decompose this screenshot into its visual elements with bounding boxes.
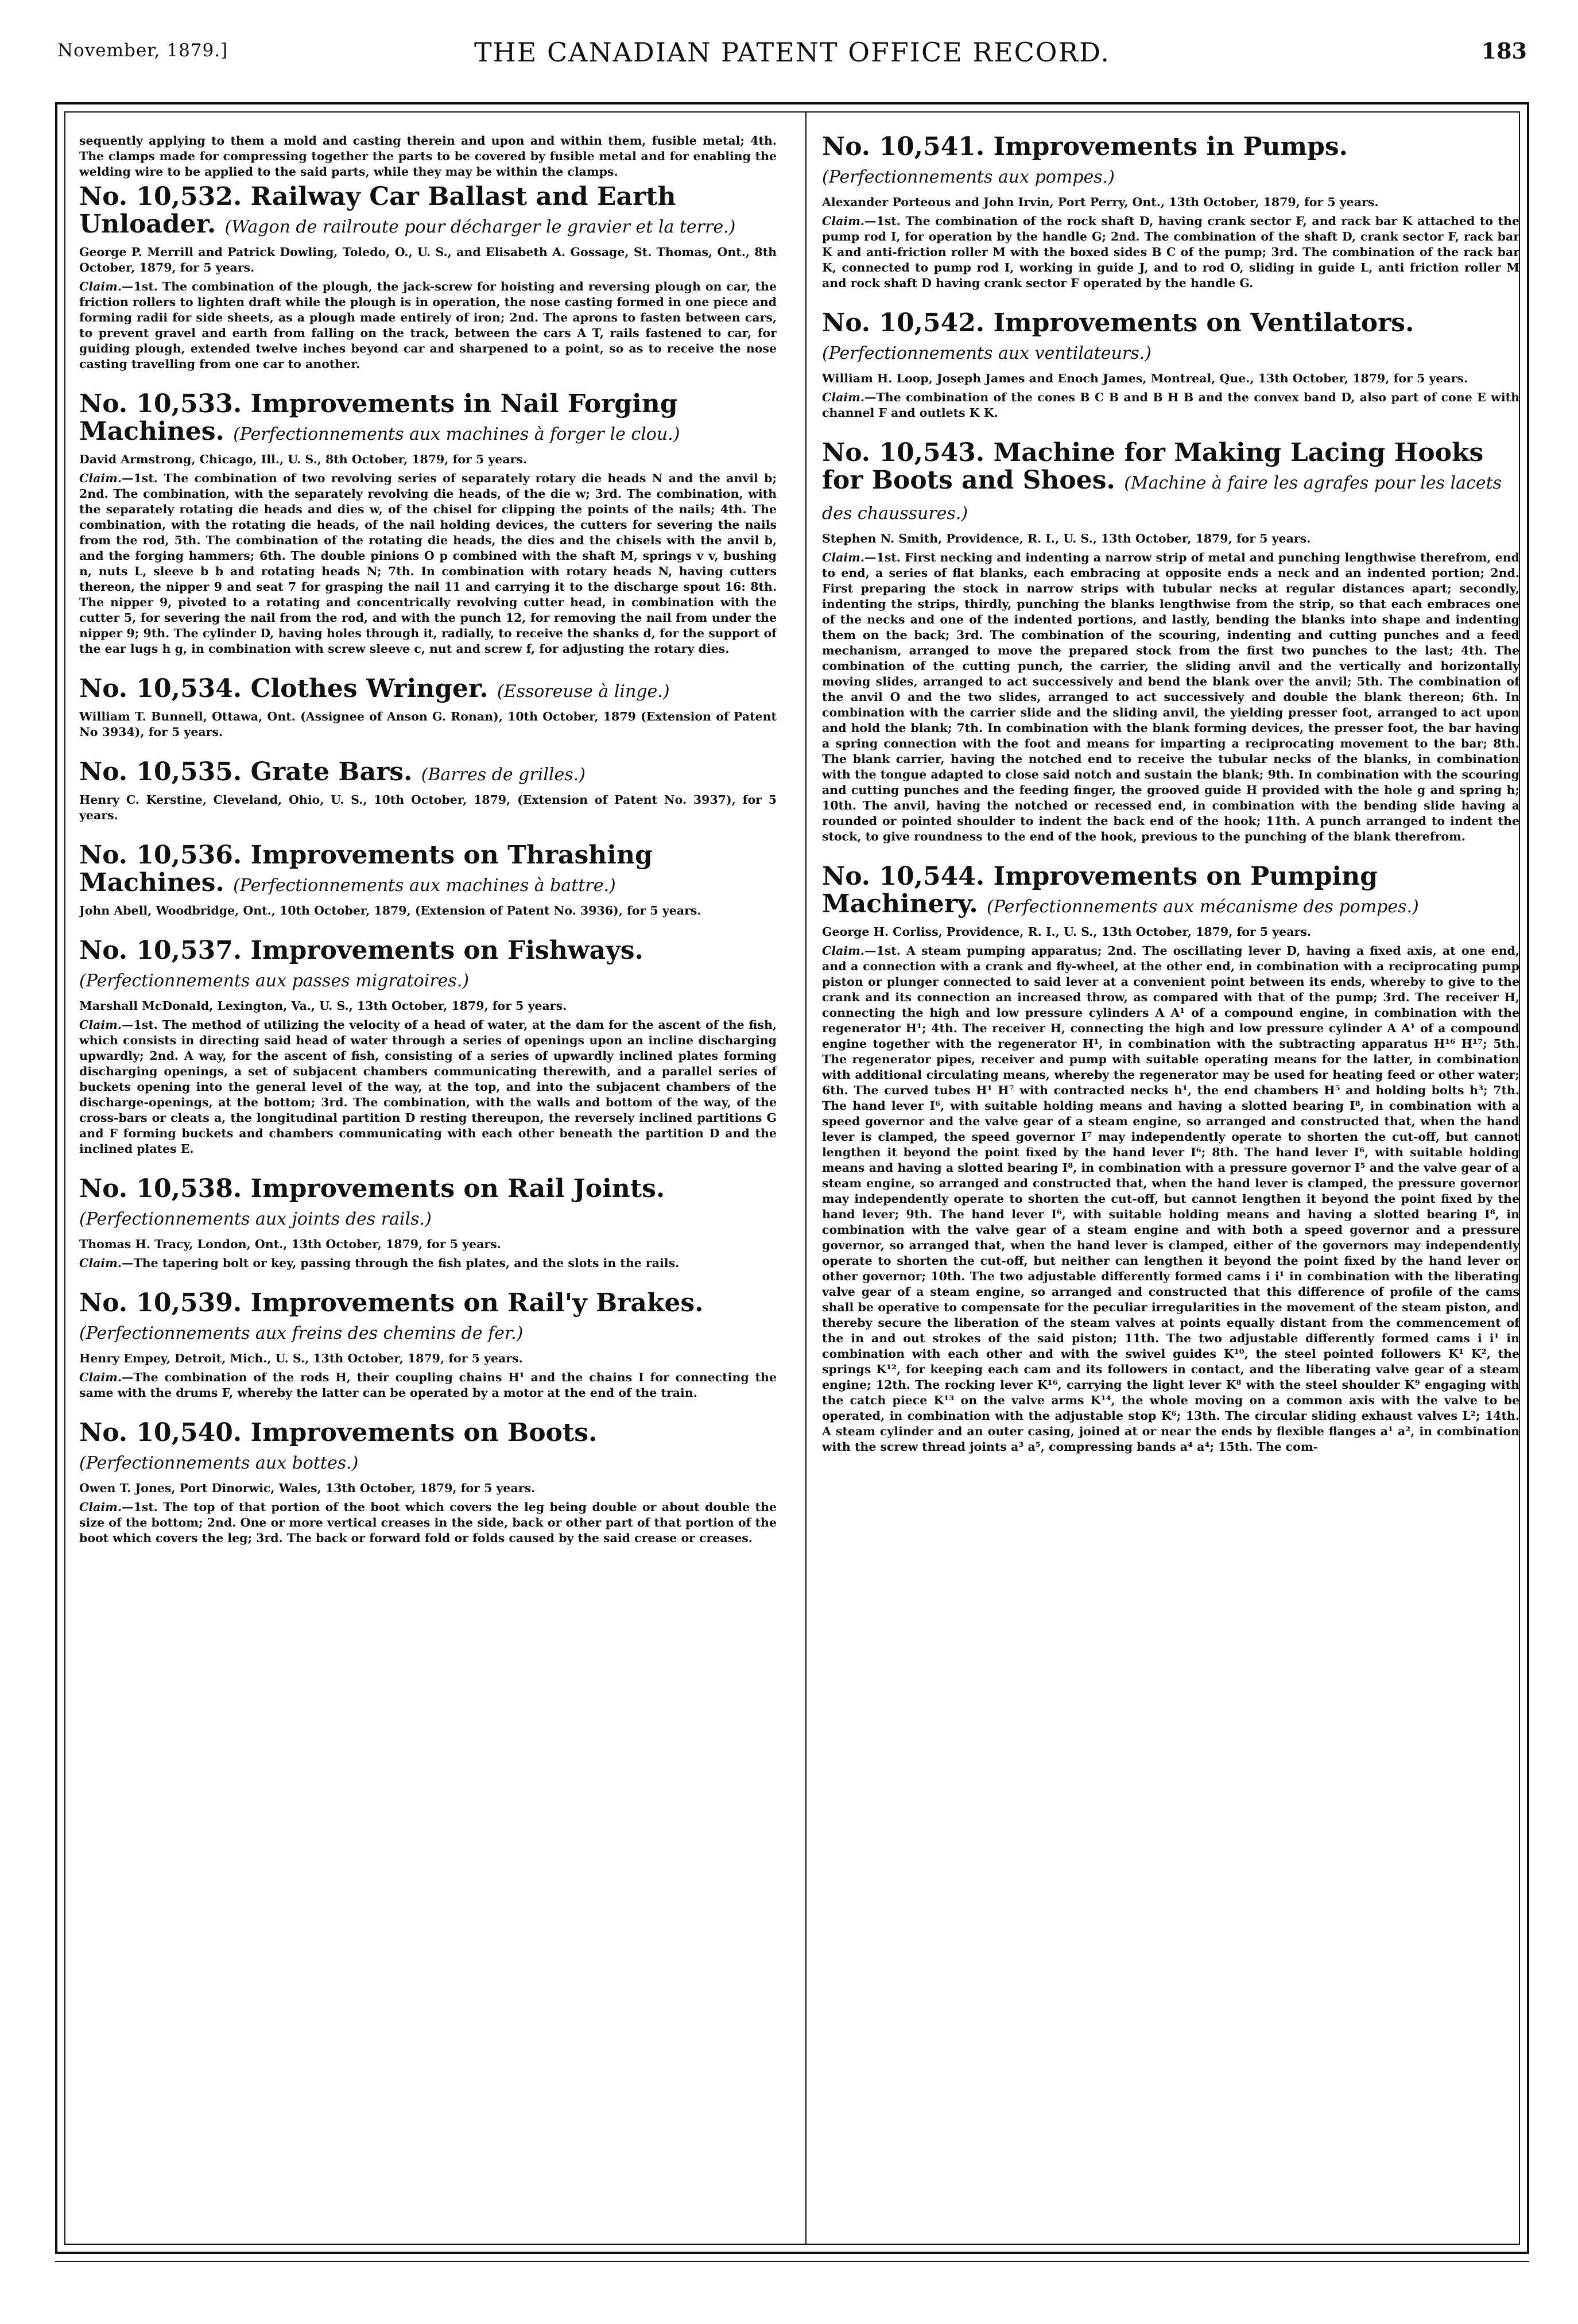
continuation-text: sequently applying to them a mold and casting therein and upon and within them, fusible metal; 4th. The clamps made for compressing together the parts to be covered by fusible metal and for enabling the welding wire to be applied to the said parts, while they may be within the clamps. (79, 134, 777, 179)
patent-entry (79, 937, 777, 1157)
patent-french-title: (Perfectionnements aux ventilateurs.) (822, 343, 1151, 363)
patent-applicant: William H. Loop, Joseph James and Enoch James, Montreal, Que., 13th October, 1879, for 5 years. (822, 371, 1468, 385)
patent-heading (79, 1289, 777, 1347)
patent-heading (822, 309, 1519, 367)
patent-french-title: (Essoreuse à linge.) (497, 681, 670, 702)
patent-claim (79, 1256, 777, 1271)
patent-claim (79, 1370, 777, 1401)
patent-entry (79, 183, 777, 372)
patent-heading (79, 842, 777, 900)
page-number: 183 (1481, 38, 1527, 64)
patent-claim (79, 471, 777, 657)
patent-heading (822, 133, 1519, 191)
patent-number: No. 10,541. (822, 133, 985, 161)
patent-number: No. 10,533. (79, 389, 242, 419)
patent-title: Improvements on Fishways. (250, 936, 643, 965)
claim-text: —1st. The combination of the rock shaft D, having crank sector F, and rack bar K attached to the pump rod I, for operation by the handle G; 2nd. The combination of the shaft D, crank sector F, rack bar K and anti-friction roller M with the boxed sides B C of the pump; 3rd. The combination of the rack bar K, connected to pump rod I, working in guide J, and to rod O, sliding in guide L, anti friction roller M and rock shaft D having crank sector F operated by the handle G. (822, 214, 1519, 290)
patent-title: Improvements in Nail Forging Machines. (79, 389, 678, 446)
patent-french-title: (Machine à faire les agrafes pour les lacets des chaussures.) (822, 473, 1502, 524)
patent-entry (79, 1419, 777, 1546)
patent-title: Improvements on Rail'y Brakes. (250, 1288, 704, 1318)
patent-title: Improvements on Boots. (250, 1418, 598, 1447)
patent-number: No. 10,539. (79, 1288, 242, 1318)
claim-label: Claim. (79, 280, 122, 293)
left-column (79, 133, 777, 1564)
patent-applicant: George H. Corliss, Providence, R. I., U. S., 13th October, 1879, for 5 years. (822, 925, 1311, 939)
patent-entry (822, 863, 1519, 1455)
claim-label: Claim. (79, 1256, 122, 1270)
patent-heading (79, 937, 777, 995)
patent-applicant: Marshall McDonald, Lexington, Va., U. S., 13th October, 1879, for 5 years. (79, 999, 567, 1013)
patent-heading (79, 1419, 777, 1477)
patent-applicant: David Armstrong, Chicago, Ill., U. S., 8th October, 1879, for 5 years. (79, 452, 528, 466)
patent-french-title: (Perfectionnements aux bottes.) (79, 1453, 359, 1473)
patent-entry (79, 1175, 777, 1271)
patent-entry (79, 842, 777, 919)
patent-french-title: (Perfectionnements aux joints des rails.) (79, 1209, 432, 1229)
patent-title: Grate Bars. (250, 757, 413, 787)
patent-applicant: Thomas H. Tracy, London, Ont., 13th October, 1879, for 5 years. (79, 1237, 501, 1251)
patent-number: No. 10,537. (79, 936, 242, 965)
patent-title: Improvements on Rail Joints. (250, 1174, 665, 1203)
patent-number: No. 10,543. (822, 438, 985, 467)
patent-title: Improvements on Ventilators. (993, 308, 1414, 338)
claim-text: —The combination of the cones B C B and B H B and the convex band D, also part of cone E with channel F and outlets K K. (822, 390, 1519, 420)
patent-entry (822, 133, 1519, 291)
claim-text: —1st. The top of that portion of the boot which covers the leg being double or about double the size of the bottom; 2nd. One or more vertical creases in the side, back or other part of that portion of the boot which covers the leg; 3rd. The back or forward fold or folds caused by the said crease or creases. (79, 1500, 777, 1545)
column-divider (805, 113, 807, 2244)
patent-claim (79, 1500, 777, 1546)
patent-claim (79, 279, 777, 372)
patent-french-title: (Perfectionnements aux mécanisme des pompes.) (987, 897, 1419, 917)
claim-text: —1st. The combination of the plough, the jack-screw for hoisting and reversing plough on car, the friction rollers to lighten draft while the plough is in operation, the nose casting formed in one piece and forming radii for side sheets, as a plough made entirely of iron; 2nd. The aprons to fasten between cars, to prevent gravel and earth from falling on the track, between the cars A T, rails fastened to car, for guiding plough, extended twelve inches beyond car and sharpened to a point, so as to receive the nose casting travelling from one car to another. (79, 280, 777, 371)
patent-applicant: John Abell, Woodbridge, Ont., 10th October, 1879, (Extension of Patent No. 3936), for 5 years. (79, 904, 701, 917)
patent-title: Machine for Making Lacing Hooks for Boots and Shoes. (822, 438, 1484, 495)
patent-claim (822, 214, 1519, 291)
patent-french-title: (Perfectionnements aux pompes.) (822, 167, 1115, 187)
patent-entry (79, 1289, 777, 1401)
header-date: November, 1879.] (57, 40, 228, 61)
claim-label: Claim. (79, 471, 122, 485)
right-entries (822, 133, 1519, 1455)
patent-heading (79, 390, 777, 448)
patent-heading (822, 863, 1519, 921)
patent-title: Railway Car Ballast and Earth Unloader. (79, 182, 676, 239)
claim-text: —The tapering bolt or key, passing through the fish plates, and the slots in the rails. (122, 1256, 680, 1270)
claim-text: —1st. The method of utilizing the velocity of a head of water, at the dam for the ascent of the fish, which consists in directing said head of water through a series of openings upon an incline discharging upwardly; 2nd. A way, for the ascent of fish, consisting of a series of upwardly inclined plates forming discharging openings, a set of subjacent chambers communicating therewith, and a parallel series of buckets opening into the general level of the way, at the top, and into the subjacent chambers of the discharge-openings, at the bottom; 3rd. The combination, with the walls and bottom of the way, of the cross-bars or cleats a, the longitudinal partition D resting thereupon, the reversely inclined partitions G and F forming buckets and chambers communicating with each other beneath the partition D and the inclined plates E. (79, 1018, 777, 1156)
patent-entry (822, 309, 1519, 421)
claim-label: Claim. (79, 1500, 122, 1514)
patent-applicant: William T. Bunnell, Ottawa, Ont. (Assignee of Anson G. Ronan), 10th October, 1879 (Extension of Patent No 3934), for 5 years. (79, 710, 777, 739)
claim-text: —The combination of the rods H, their coupling chains H¹ and the chains I for connecting the same with the drums F, whereby the latter can be operated by a motor at the end of the train. (79, 1370, 777, 1400)
claim-text: —1st. The combination of two revolving series of separately rotary die heads N and the anvil b; 2nd. The combination, with the separately revolving die heads, of the die w; 3rd. The combination, with the separately rotating die heads and dies w, of the chisel for clipping the points of the nails; 4th. The combination, with the rotating die heads, of the nail holding devices, the cutters for severing the nails from the rod, 5th. The combination of the rotating die heads, the dies and the chisels with the anvil b, and the forging hammers; 6th. The double pinions O p combined with the shaft M, springs v v, bushing n, nuts L, sleeve b b and rotating heads N; 7th. In combination with rotary heads N, having cutters thereon, the nipper 9 and seat 7 for grasping the nail 11 and carrying it to the discharge spout 16: 8th. The nipper 9, pivoted to a rotating and concentrically revolving cutter head, in combination with the cutter 5, for severing the nail from the rod, and with the punch 12, for removing the nail from under the nipper 9; 9th. The cylinder D, having holes through it, radially, to receive the shanks d, for the support of the ear lugs h g, in combination with screw sleeve c, nut and screw f, for adjusting the rotary dies. (79, 471, 777, 656)
patent-number: No. 10,540. (79, 1418, 242, 1447)
patent-entry (822, 439, 1519, 845)
patent-heading (79, 675, 777, 706)
patent-number: No. 10,536. (79, 840, 242, 870)
patent-french-title: (Barres de grilles.) (421, 765, 586, 785)
patent-french-title: (Perfectionnements aux passes migratoires.) (79, 971, 470, 991)
patent-applicant: Henry C. Kerstine, Cleveland, Ohio, U. S., 10th October, 1879, (Extension of Patent No. 3937), for 5 years. (79, 793, 777, 822)
patent-number: No. 10,532. (79, 182, 242, 211)
claim-label: Claim. (822, 944, 865, 958)
patent-title: Improvements on Thrashing Machines. (79, 840, 653, 897)
bottom-rule (55, 2261, 1529, 2262)
patent-french-title: (Wagon de railroute pour décharger le gravier et la terre.) (224, 217, 736, 237)
patent-heading (79, 758, 777, 789)
patent-claim (79, 1017, 777, 1157)
claim-label: Claim. (822, 214, 865, 228)
patent-number: No. 10,544. (822, 862, 985, 891)
patent-heading (79, 183, 777, 241)
patent-number: No. 10,534. (79, 674, 242, 703)
patent-claim (822, 943, 1519, 1455)
patent-heading (822, 439, 1519, 528)
patent-applicant: Owen T. Jones, Port Dinorwic, Wales, 13th October, 1879, for 5 years. (79, 1481, 536, 1495)
page-header (57, 37, 1527, 71)
header-title: THE CANADIAN PATENT OFFICE RECORD. (474, 37, 1110, 68)
patent-number: No. 10,542. (822, 308, 985, 338)
patent-applicant: George P. Merrill and Patrick Dowling, Toledo, O., U. S., and Elisabeth A. Gossage, St. Thomas, Ont., 8th October, 1879, for 5 years. (79, 245, 777, 274)
claim-label: Claim. (79, 1018, 122, 1032)
patent-applicant: Henry Empey, Detroit, Mich., U. S., 13th October, 1879, for 5 years. (79, 1351, 523, 1365)
patent-french-title: (Perfectionnements aux freins des chemins de fer.) (79, 1323, 524, 1343)
patent-applicant: Stephen N. Smith, Providence, R. I., U. S., 13th October, 1879, for 5 years. (822, 532, 1311, 545)
patent-number: No. 10,538. (79, 1174, 242, 1203)
left-entries (79, 183, 777, 1546)
patent-entry (79, 390, 777, 657)
patent-heading (79, 1175, 777, 1233)
page-frame (55, 102, 1529, 2254)
patent-title: Improvements on Pumping Machinery. (822, 862, 1378, 919)
claim-text: —1st. First necking and indenting a narrow strip of metal and punching lengthwise therefrom, end to end, a series of flat blanks, each embracing at opposite ends a neck and an indented portion; 2nd. First preparing the stock in narrow strips with tubular necks at regular distances apart; secondly, indenting the strips, thirdly, punching the blanks lengthwise from the strip, so that each embraces one of the necks and one of the indented portions, and lastly, bending the blanks into shape and indenting them on the back; 3rd. The combination of the scouring, indenting and cutting punches and a feed mechanism, arranged to move the prepared stock from the first two punches to the last; 4th. The combination of the cutting punch, the carrier, the sliding anvil and the vertically and horizontally moving slides, arranged to act successively and bend the blank over the anvil; 5th. The combination of the anvil O and the two slides, arranged to act successively and double the blank thereon; 6th. In combination with the carrier slide and the sliding anvil, the yielding presser foot, arranged to act upon and hold the blank; 7th. In combination with the blank forming devices, the presser foot, the bar having a spring connection with the foot and means for imparting a reciprocating movement to the bar; 8th. The blank carrier, having the notched end to receive the tubular necks of the blanks, in combination with the tongue adapted to close said notch and sustain the blank; 9th. In combination with the scouring and cutting punches and the feeding finger, the grooved guide H provided with the hole g and spring h; 10th. The anvil, having the notched or recessed end, in combination with the bending slide having a rounded or pointed shoulder to indent the back end of the hook; 11th. A punch arranged to indent the stock, to give roundness to the end of the hook, previous to the punching of the blank therefrom. (822, 551, 1519, 843)
patent-claim (822, 550, 1519, 845)
patent-number: No. 10,535. (79, 757, 242, 787)
claim-label: Claim. (79, 1370, 122, 1384)
patent-entry (79, 675, 777, 740)
patent-claim (822, 390, 1519, 421)
patent-title: Improvements in Pumps. (993, 133, 1348, 161)
claim-label: Claim. (822, 390, 865, 404)
right-column (822, 133, 1519, 1473)
patent-french-title: (Perfectionnements aux machines à battre.) (233, 876, 616, 896)
page-inner-frame (64, 111, 1520, 2245)
patent-entry (79, 758, 777, 823)
patent-title: Clothes Wringer. (250, 674, 488, 703)
patent-french-title: (Perfectionnements aux machines à forger le clou.) (233, 424, 680, 444)
claim-label: Claim. (822, 551, 865, 564)
claim-text: —1st. A steam pumping apparatus; 2nd. The oscillating lever D, having a fixed axis, at one end, and a connection with a crank and fly-wheel, at the other end, in combination with a reciprocating pump piston or plunger connected to said lever at a convenient point between its ends, whereby to give to the crank and its connection an increased throw, as compared with that of the pump; 3rd. The receiver H, connecting the high and low pressure cylinders A A¹ of a compound engine, in combination with the regenerator H¹; 4th. The receiver H, connecting the high and low pressure cylinder A A¹ of a compound engine together with the regenerator H¹, in combination with the subtracting apparatus H¹⁶ H¹⁷; 5th. The regenerator pipes, receiver and pump with suitable operating means for the latter, in combination with additional circulating means, whereby the regenerator may be used for heating feed or other water; 6th. The curved tubes H¹ H⁷ with contracted necks h¹, the end chambers H⁵ and holding bolts h³; 7th. The hand lever I⁶, with suitable holding means and having a slotted bearing I⁸, in combination with a speed governor and the valve gear of a steam engine, so arranged and constructed that, when the hand lever is clamped, the speed governor I⁷ may independently operate to shorten the cut-off, but cannot lengthen it beyond the point fixed by the hand lever I⁶; 8th. The hand lever I⁶, with suitable holding means and having a slotted bearing I⁸, in combination with a pressure governor I⁵ and the valve gear of a steam engine, so arranged and constructed that, when the hand lever is clamped, the pressure governor may independently operate to shorten the cut-off, but cannot lengthen it beyond the point fixed by the hand lever; 9th. The hand lever I⁶, with suitable holding means and having a slotted bearing I⁸, in combination with the valve gear of a steam engine and with both a speed governor and a pressure governor, so arranged that, when the hand lever is clamped, either of the governors may independently operate to shorten the cut-off, but neither can lengthen it beyond the point fixed by the hand lever or other governor; 10th. The two adjustable differently formed cams i i¹ in combination with the liberating valve gear of a steam engine, so arranged and constructed that this difference of profile of the cams shall be operative to compensate for the peculiar irregularities in the movement of the steam piston, and thereby secure the liberation of the steam valves at points equally distant from the commencement of the in and out strokes of the said piston; 11th. The two adjustable differently formed cams i i¹ in combination with each other and with the swivel guides K¹⁰, the steel pointed followers K¹ K², the springs K¹², for keeping each cam and its followers in contact, and the liberating valve gear of a steam engine; 12th. The rocking lever K¹⁶, carrying the light lever K⁸ with the steel shoulder K⁹ engaging with the catch piece K¹³ on the valve arms K¹⁴, the whole moving on a common axis with the valve to be operated, in combination with the adjustable stop K⁶; 13th. The circular sliding exhaust valves L²; 14th. A steam cylinder and an outer casing, joined at or near the ends by flexible flanges a¹ a², in combination with the screw thread joints a³ a⁵, compressing bands a⁴ a⁴; 15th. The com- (822, 944, 1519, 1454)
patent-applicant: Alexander Porteous and John Irvin, Port Perry, Ont., 13th October, 1879, for 5 years. (822, 195, 1379, 209)
